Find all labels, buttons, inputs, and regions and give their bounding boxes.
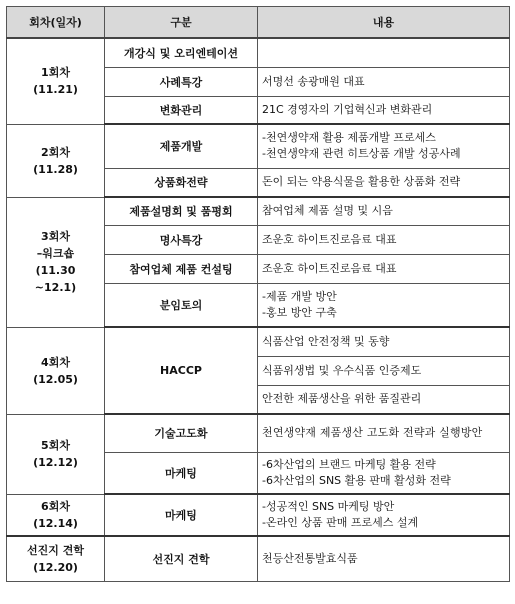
session-label-line: 4회차 — [41, 355, 70, 369]
content-line: 조운호 하이트진로음료 대표 — [262, 261, 397, 275]
content-line: 조운호 하이트진로음료 대표 — [262, 232, 397, 246]
category-cell: 제품개발 — [105, 124, 258, 168]
table-row — [7, 124, 510, 168]
session-label-line: 1회차 — [41, 66, 70, 80]
header-session: 회차(일자) — [7, 7, 105, 39]
category-cell: 마케팅 — [105, 452, 258, 494]
content-line: 식품산업 안전정책 및 동향 — [262, 334, 390, 348]
content-cell — [258, 452, 510, 494]
table-row — [7, 327, 510, 356]
content-cell — [258, 225, 510, 254]
content-line: -온라인 상품 판매 프로세스 설계 — [262, 516, 419, 529]
table-row — [7, 197, 510, 225]
session-label-line: (11.30 — [35, 264, 76, 277]
content-line: 천연생약재 제품생산 고도화 전략과 실행방안 — [262, 426, 483, 440]
content-cell — [258, 356, 510, 385]
session-label-line: 2회차 — [41, 145, 70, 159]
content-line: -천연생약재 관련 히트상품 개발 성공사례 — [262, 147, 461, 161]
category-cell: 명사특강 — [105, 225, 258, 254]
table-row — [7, 536, 510, 581]
session-5-label — [7, 414, 105, 494]
content-line: 참여업체 제품 설명 및 시음 — [262, 204, 393, 218]
session-label-line: 5회차 — [41, 439, 70, 452]
content-line: 식품위생법 및 우수식품 인증제도 — [262, 363, 422, 377]
content-cell — [258, 327, 510, 356]
content-line: 서명선 송광매원 대표 — [262, 74, 365, 88]
content-line: -성공적인 SNS 마케팅 방안 — [262, 500, 395, 513]
session-3-label — [7, 197, 105, 327]
content-cell — [258, 197, 510, 225]
content-cell — [258, 283, 510, 327]
content-cell — [258, 168, 510, 197]
category-cell: HACCP — [105, 327, 258, 414]
session-label-line: 3회차 — [41, 230, 70, 243]
category-cell: 상품화전략 — [105, 168, 258, 197]
session-label-line: (12.05) — [33, 372, 78, 386]
content-cell — [258, 254, 510, 283]
category-cell: 분임토의 — [105, 283, 258, 327]
table-row — [7, 414, 510, 452]
content-cell — [258, 67, 510, 96]
content-line: 안전한 제품생산을 위한 품질관리 — [262, 392, 422, 406]
schedule-table-wrapper — [6, 6, 510, 582]
session-visit-label — [7, 536, 105, 581]
content-line: -6차산업의 브랜드 마케팅 활용 전략 — [262, 457, 436, 471]
category-cell: 참여업체 제품 컨설팅 — [105, 254, 258, 283]
session-1-label — [7, 38, 105, 124]
session-4-label — [7, 327, 105, 414]
category-cell: 제품설명회 및 품평회 — [105, 197, 258, 225]
session-label-line: 선진지 견학 — [27, 543, 84, 557]
content-line: -제품 개발 방안 — [262, 289, 337, 303]
session-label-line: ~12.1) — [34, 281, 77, 294]
category-cell: 마케팅 — [105, 494, 258, 536]
content-line: 천등산전통발효식품 — [262, 551, 358, 565]
category-cell: 변화관리 — [105, 96, 258, 124]
header-row — [7, 7, 510, 39]
category-cell: 사례특강 — [105, 67, 258, 96]
category-cell: 선진지 견학 — [105, 536, 258, 581]
session-label-line: 6회차 — [41, 499, 70, 513]
session-label-line: (11.28) — [33, 162, 78, 176]
content-cell — [258, 536, 510, 581]
session-label-line: –워크숍 — [36, 247, 75, 260]
category-cell: 기술고도화 — [105, 414, 258, 452]
content-cell — [258, 385, 510, 414]
session-label-line: (12.14) — [33, 516, 78, 530]
content-cell — [258, 414, 510, 452]
session-label-line: (12.20) — [33, 560, 78, 574]
content-line: 돈이 되는 약용식물을 활용한 상품화 전략 — [262, 175, 461, 189]
content-line: -홍보 방안 구축 — [262, 305, 337, 319]
session-label-line: (11.21) — [33, 83, 78, 97]
session-label-line: (12.12) — [33, 456, 78, 469]
content-cell — [258, 96, 510, 124]
content-cell — [258, 124, 510, 168]
content-line: -천연생약재 활용 제품개발 프로세스 — [262, 131, 436, 145]
header-content: 내용 — [258, 7, 510, 39]
session-2-label — [7, 124, 105, 197]
table-row — [7, 38, 510, 67]
content-line: -6차산업의 SNS 활용 판매 활성화 전략 — [262, 473, 451, 487]
header-category: 구분 — [105, 7, 258, 39]
content-cell — [258, 38, 510, 67]
content-cell — [258, 494, 510, 536]
schedule-table — [6, 6, 510, 582]
category-cell: 개강식 및 오리엔테이션 — [105, 38, 258, 67]
content-line: 21C 경영자의 기업혁신과 변화관리 — [262, 102, 433, 116]
session-6-label — [7, 494, 105, 536]
table-row — [7, 494, 510, 536]
